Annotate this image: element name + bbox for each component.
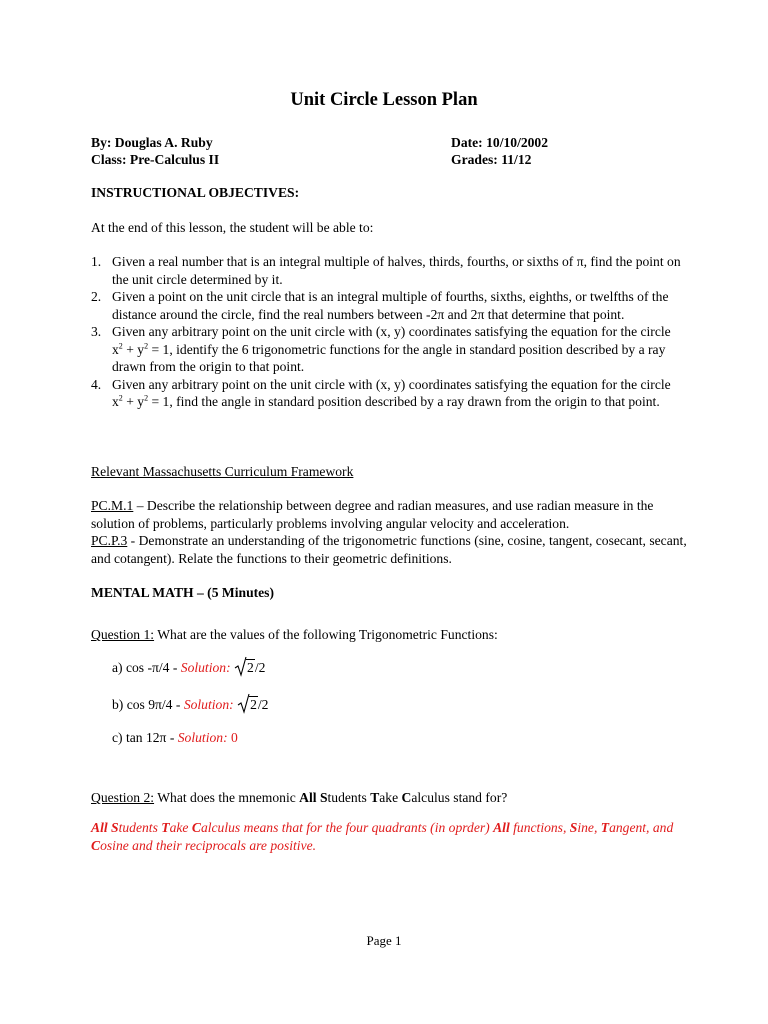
solution-value: 0 [227, 730, 238, 745]
objectives-heading: INSTRUCTIONAL OBJECTIVES: [91, 185, 300, 200]
list-item: 3. Given any arbitrary point on the unit circle with (x, y) coordinates satisfying the equation for the circle $x^2 + y^2 = 1$, identify the 6 trigonometric functions for the angle in standard position described by a ray drawn from the origin to that point. [91, 324, 671, 374]
question-2: Question 2: What does the mnemonic All Students Take Calculus stand for? [91, 790, 508, 805]
framework-text: PC.M.1 – Describe the relationship between degree and radian measures, and use radian measure in the solution of problems, particularly problems involving angular velocity and acceleration. PC.P.3 - Demonstrate an understanding of the trigonometric functions (sine, cosine, tangent, cosecant, secant, and cotangent). Relate the functions to their geometric definitions. [91, 498, 687, 566]
question-1a: a) cos -π/4 - Solution: 2/2 [112, 659, 265, 677]
solution-label: Solution: [177, 730, 228, 745]
sqrt-symbol: 2 [237, 696, 258, 714]
list-item: 1. Given a real number that is an integral multiple of halves, thirds, fourths, or sixths of π, find the point on the unit circle determined by it. [91, 254, 681, 287]
sqrt-symbol: 2 [234, 659, 255, 677]
question-2-label: Question 2: [91, 790, 155, 805]
question-1b: b) cos 9π/4 - Solution: 2/2 [112, 696, 268, 714]
grades-line: Grades: 11/12 [451, 152, 532, 167]
question-1-label: Question 1: [91, 627, 155, 642]
question-1: Question 1: What are the values of the following Trigonometric Functions: [91, 627, 498, 642]
list-item: 2. Given a point on the unit circle that is an integral multiple of fourths, sixths, eighths, or twelfths of the distance around the circle, find the real numbers between -2π and 2π that determine that point. [91, 289, 669, 322]
mental-math-heading: MENTAL MATH – (5 Minutes) [91, 585, 275, 600]
question-1c: c) tan 12π - Solution: 0 [112, 730, 238, 745]
list-item: 4. Given any arbitrary point on the unit circle with (x, y) coordinates satisfying the equation for the circle $x^2 + y^2 = 1$, find the angle in standard position described by a ray drawn from the origin to that point. [91, 376, 671, 409]
page-number: Page 1 [366, 933, 402, 948]
solution-label: Solution: [183, 697, 234, 712]
objectives-list [91, 253, 681, 411]
objectives-intro: At the end of this lesson, the student will be able to: [91, 220, 374, 235]
class-line: Class: Pre-Calculus II [91, 152, 220, 167]
standard-code-pcm1: PC.M.1 [91, 498, 134, 513]
solution-label: Solution: [180, 660, 231, 675]
author-line: By: Douglas A. Ruby [91, 135, 213, 150]
date-line: Date: 10/10/2002 [451, 135, 549, 150]
page-title: Unit Circle Lesson Plan [290, 90, 478, 110]
standard-code-pcp3: PC.P.3 [91, 533, 128, 548]
framework-heading: Relevant Massachusetts Curriculum Framework [91, 464, 354, 479]
question-2-answer: All Students Take Calculus means that for the four quadrants (in oprder) All functions, Sine, Tangent, and Cosine and their reciprocals are positive. [91, 820, 674, 853]
